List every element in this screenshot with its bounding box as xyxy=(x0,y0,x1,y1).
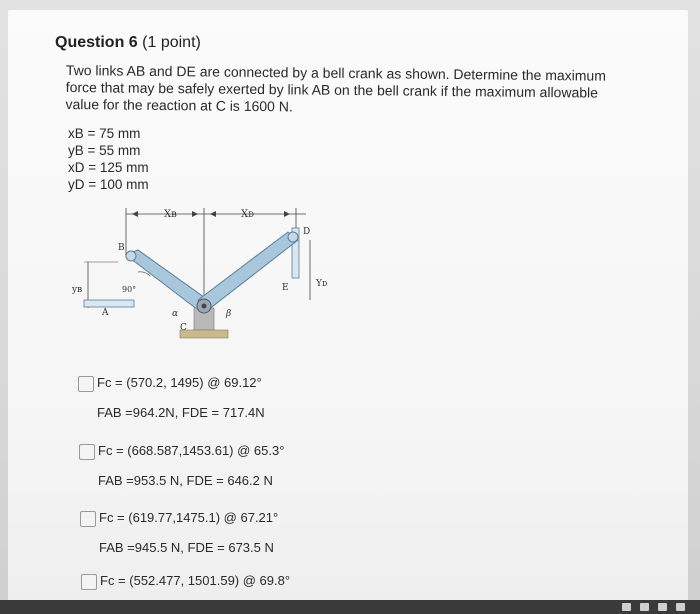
option-1-forces: FAB =964.2N, FDE = 717.4N xyxy=(97,405,265,420)
label-b: B xyxy=(118,243,125,253)
label-e: E xyxy=(282,283,289,293)
option-2-fc: Fc = (668.587,1453.61) @ 65.3° xyxy=(98,443,285,458)
option-4-radio[interactable] xyxy=(81,574,97,590)
question-text: Two links AB and DE are connected by a bell crank as shown. Determine the maximum force that may be safely exerted by link AB on the bell crank if the maximum allowable value for the reaction at C is 1600 N. xyxy=(65,62,607,115)
label-yb: yʙ xyxy=(72,285,83,295)
option-4-fc: Fc = (552.477, 1501.59) @ 69.8° xyxy=(100,573,291,588)
label-yd: Yᴅ xyxy=(316,279,328,289)
option-1-radio[interactable] xyxy=(78,376,94,392)
pin-b xyxy=(126,251,136,261)
taskbar xyxy=(0,600,700,614)
question-title xyxy=(55,34,201,52)
question-points: (1 point) xyxy=(142,34,201,51)
option-2-forces: FAB =953.5 N, FDE = 646.2 N xyxy=(98,473,273,488)
given-xd: xD = 125 mm xyxy=(68,160,149,175)
arrow-xb-right xyxy=(192,211,198,217)
label-alpha: α xyxy=(172,309,179,319)
pin-d xyxy=(288,232,298,242)
taskbar-app-icon[interactable] xyxy=(676,603,685,611)
ground-c xyxy=(180,330,228,338)
option-1-fc: Fc = (570.2, 1495) @ 69.12° xyxy=(97,375,262,390)
taskbar-app-icon[interactable] xyxy=(622,603,631,611)
label-beta: β xyxy=(226,309,232,319)
label-d: D xyxy=(303,227,311,237)
givens-list xyxy=(68,125,149,193)
bell-crank-figure xyxy=(72,200,336,350)
label-c: C xyxy=(180,323,187,333)
crank-arm-left xyxy=(126,250,208,310)
label-xd: Xᴅ xyxy=(241,209,254,220)
pin-c-center xyxy=(202,304,207,309)
link-ab xyxy=(84,300,134,307)
option-3-radio[interactable] xyxy=(80,511,96,527)
taskbar-app-icon[interactable] xyxy=(640,603,649,611)
option-3-fc: Fc = (619.77,1475.1) @ 67.21° xyxy=(99,510,279,525)
option-3-forces: FAB =945.5 N, FDE = 673.5 N xyxy=(99,540,274,555)
label-xb: Xʙ xyxy=(164,209,177,220)
label-angle: 90° xyxy=(122,285,137,294)
given-yb: yB = 55 mm xyxy=(68,143,141,158)
taskbar-app-icon[interactable] xyxy=(658,603,667,611)
arrow-xd-left xyxy=(210,211,216,217)
given-yd: yD = 100 mm xyxy=(68,177,149,192)
arrow-xb-left xyxy=(132,211,138,217)
option-2-radio[interactable] xyxy=(79,444,95,460)
question-heading: Question 6 xyxy=(55,34,138,51)
crank-arm-right xyxy=(198,232,298,310)
given-xb: xB = 75 mm xyxy=(68,126,141,141)
arrow-xd-right xyxy=(284,211,290,217)
label-a: A xyxy=(102,308,109,318)
